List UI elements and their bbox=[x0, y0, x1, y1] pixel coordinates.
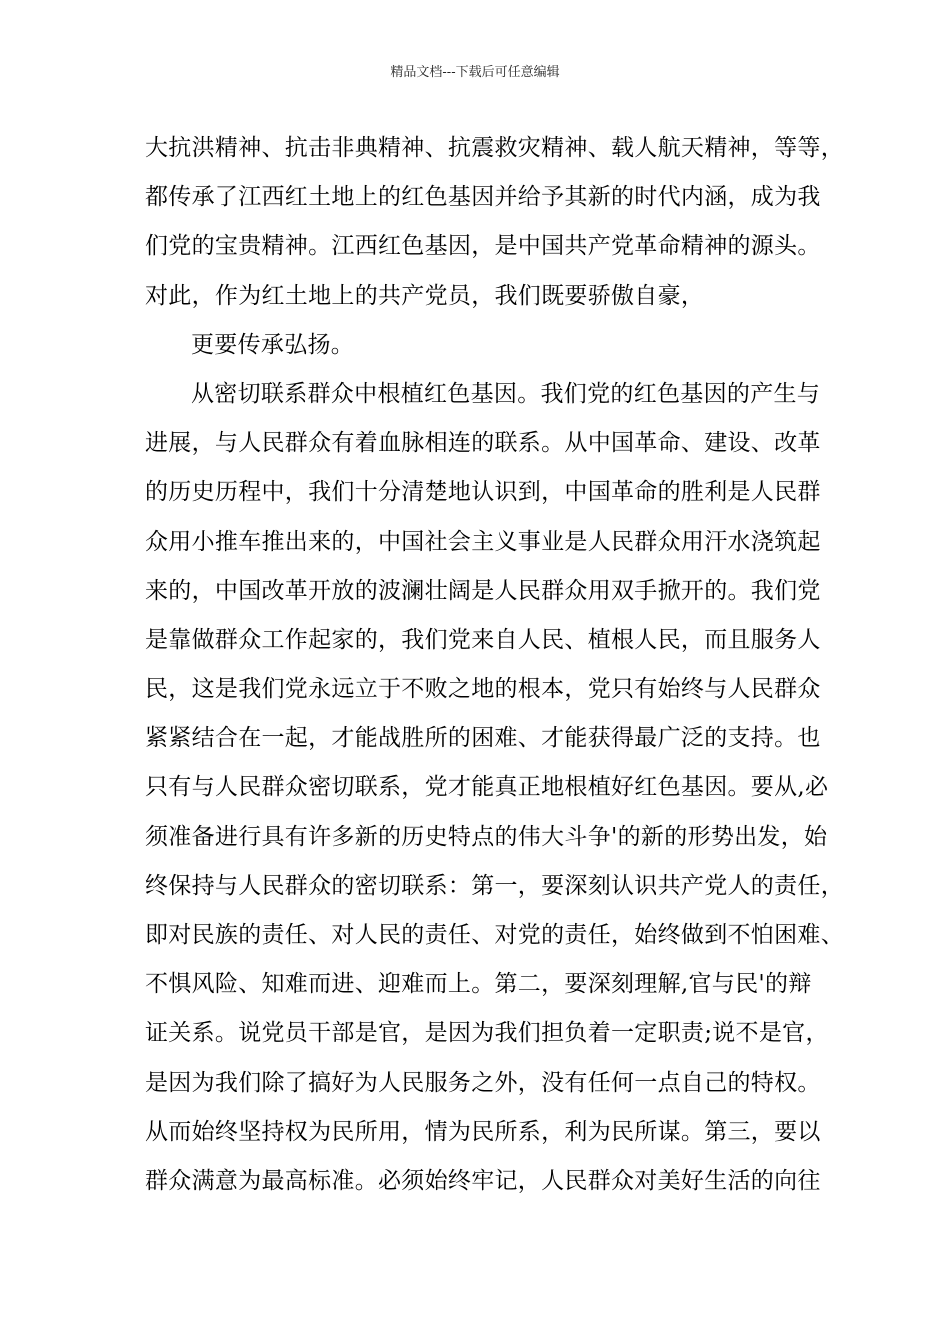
text-line: 大抗洪精神、抗击非典精神、抗震救灾精神、载人航天精神，等等， bbox=[145, 135, 844, 161]
text-line: 的历史历程中，我们十分清楚地认识到，中国革命的胜利是人民群 bbox=[145, 479, 821, 506]
text-line: 只有与人民群众密切联系，党才能真正地根植好红色基因。要从,必 bbox=[145, 774, 829, 801]
text-line: 对此，作为红土地上的共产党员，我们既要骄傲自豪， bbox=[145, 282, 705, 309]
text-line: 们党的宝贵精神。江西红色基因，是中国共产党革命精神的源头。 bbox=[145, 233, 821, 260]
text-line: 是因为我们除了搞好为人民服务之外，没有任何一点自己的特权。 bbox=[145, 1069, 821, 1096]
text-line: 民，这是我们党永远立于不败之地的根本，党只有始终与人民群众 bbox=[145, 676, 821, 703]
text-line: 都传承了江西红土地上的红色基因并给予其新的时代内涵，成为我 bbox=[145, 184, 821, 211]
page-header: 精品文档---下载后可任意编辑 bbox=[390, 65, 560, 80]
text-line: 即对民族的责任、对人民的责任、对党的责任，始终做到不怕困难、 bbox=[145, 922, 844, 948]
document-body bbox=[145, 124, 844, 1206]
text-line: 紧紧结合在一起，才能战胜所的困难、才能获得最广泛的支持。也 bbox=[145, 725, 821, 752]
text-line: 从而始终坚持权为民所用，情为民所系，利为民所谋。第三，要以 bbox=[145, 1118, 821, 1145]
text-line: 不惧风险、知难而进、迎难而上。第二，要深刻理解,官与民'的辩 bbox=[145, 971, 812, 998]
text-line: 群众满意为最高标准。必须始终牢记，人民群众对美好生活的向往 bbox=[145, 1167, 821, 1194]
text-line: 证关系。说党员干部是官，是因为我们担负着一定职责;说不是官， bbox=[145, 1020, 829, 1047]
text-line: 更要传承弘扬。 bbox=[191, 331, 355, 358]
text-line: 是靠做群众工作起家的，我们党来自人民、植根人民，而且服务人 bbox=[145, 626, 821, 653]
text-line: 须准备进行具有许多新的历史特点的伟大斗争'的新的形势出发，始 bbox=[145, 823, 828, 850]
text-line: 来的，中国改革开放的波澜壮阔是人民群众用双手掀开的。我们党 bbox=[145, 577, 821, 604]
text-line: 终保持与人民群众的密切联系：第一，要深刻认识共产党人的责任， bbox=[145, 872, 844, 899]
text-line: 从密切联系群众中根植红色基因。我们党的红色基因的产生与 bbox=[191, 380, 821, 407]
text-line: 众用小推车推出来的，中国社会主义事业是人民群众用汗水浇筑起 bbox=[145, 528, 821, 555]
text-line: 进展，与人民群众有着血脉相连的联系。从中国革命、建设、改革 bbox=[145, 430, 821, 457]
